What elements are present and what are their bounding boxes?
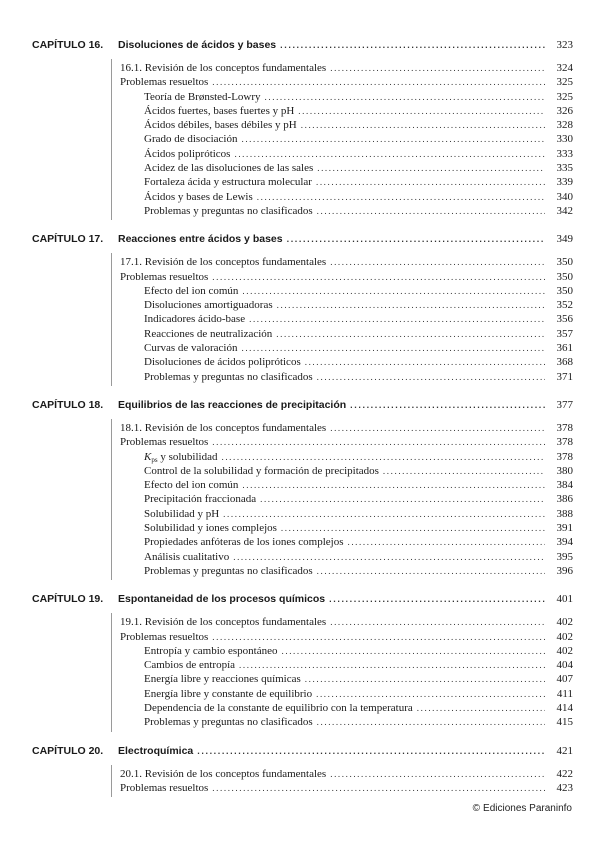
entry-page-number: 328 xyxy=(556,119,573,132)
toc-entry[interactable] xyxy=(120,615,573,629)
dot-leader xyxy=(281,521,545,535)
entry-label: Fortaleza ácida y estructura molecular xyxy=(144,176,312,189)
entry-page-number: 396 xyxy=(556,564,573,577)
toc-subentry[interactable] xyxy=(120,672,573,686)
toc-subentry[interactable] xyxy=(120,147,573,161)
dot-leader xyxy=(242,284,545,298)
entry-page-number: 391 xyxy=(556,522,573,535)
toc-subentry[interactable] xyxy=(120,507,573,521)
entry-label: Ácidos débiles, bases débiles y pH xyxy=(144,119,297,132)
entry-label: Problemas y preguntas no clasificados xyxy=(144,370,313,383)
dot-leader xyxy=(316,175,545,189)
entry-label: Problemas resueltos xyxy=(120,76,209,89)
chapter-number: CAPÍTULO 19. xyxy=(32,593,104,606)
dot-leader xyxy=(301,118,545,132)
entry-label: Solubilidad y iones complejos xyxy=(144,522,277,535)
entry-page-number: 368 xyxy=(556,356,573,369)
entry-label: Problemas resueltos xyxy=(120,270,209,283)
entry-label: Ácidos y bases de Lewis xyxy=(144,190,253,203)
dot-leader xyxy=(317,715,545,729)
toc-subentry[interactable] xyxy=(120,312,573,326)
symbol-subscript: ps xyxy=(151,455,158,464)
entry-label: Acidez de las disoluciones de las sales xyxy=(144,162,314,175)
entry-label: 17.1. Revisión de los conceptos fundamentales xyxy=(120,256,327,269)
dot-leader xyxy=(277,298,545,312)
dot-leader xyxy=(330,255,545,269)
entry-page-number: 394 xyxy=(556,536,573,549)
entry-label: Propiedades anfóteras de los iones complejos xyxy=(144,536,344,549)
dot-leader xyxy=(298,104,545,118)
entry-page-number: 407 xyxy=(556,673,573,686)
entry-page-number: 384 xyxy=(556,479,573,492)
dot-leader xyxy=(347,535,545,549)
dot-leader xyxy=(282,644,546,658)
symbol-k: K xyxy=(144,450,152,463)
entry-page-number: 378 xyxy=(556,421,573,434)
toc-subentry[interactable] xyxy=(120,118,573,132)
chapter-block xyxy=(32,745,573,798)
entry-label: Problemas y preguntas no clasificados xyxy=(144,204,313,217)
entry-page-number: 350 xyxy=(556,256,573,269)
entry-label: Problemas resueltos xyxy=(120,630,209,643)
toc-subentry[interactable] xyxy=(120,464,573,478)
chapter-number: CAPÍTULO 16. xyxy=(32,39,104,51)
entry-page-number: 357 xyxy=(556,327,573,340)
entry-label: Energía libre y reacciones químicas xyxy=(144,673,301,686)
toc-subentry[interactable] xyxy=(120,644,573,658)
toc-subentry[interactable] xyxy=(120,327,573,341)
toc-subentry[interactable] xyxy=(120,450,573,464)
dot-leader xyxy=(260,492,545,506)
entry-page-number: 325 xyxy=(556,90,573,103)
entry-label: Disoluciones amortiguadoras xyxy=(144,299,273,312)
toc-subentry[interactable] xyxy=(120,715,573,729)
entry-page-number: 414 xyxy=(556,701,573,714)
entry-label: Disoluciones de ácidos polipróticos xyxy=(144,356,301,369)
entry-page-number: 386 xyxy=(556,493,573,506)
toc-subentry[interactable] xyxy=(120,161,573,175)
toc-subentry[interactable] xyxy=(120,521,573,535)
table-of-contents xyxy=(32,39,573,810)
dot-leader xyxy=(330,615,545,629)
toc-subentry[interactable] xyxy=(120,535,573,549)
entry-page-number: 340 xyxy=(556,190,573,203)
dot-leader xyxy=(242,478,545,492)
entry-page-number: 402 xyxy=(556,630,573,643)
toc-subentry[interactable] xyxy=(120,478,573,492)
entry-page-number: 330 xyxy=(556,133,573,146)
toc-subentry[interactable] xyxy=(120,104,573,118)
entry-page-number: 411 xyxy=(556,687,573,700)
entry-page-number: 423 xyxy=(556,781,573,794)
dot-leader xyxy=(249,312,545,326)
chapter-heading[interactable] xyxy=(32,399,573,419)
entry-label: Problemas y preguntas no clasificados xyxy=(144,716,313,729)
dot-leader xyxy=(241,132,545,146)
entry-label: Teoría de Brønsted-Lowry xyxy=(144,90,261,103)
entry-page-number: 388 xyxy=(556,507,573,520)
entry-label: 20.1. Revisión de los conceptos fundamentales xyxy=(120,767,327,780)
entry-label: Efecto del ion común xyxy=(144,479,239,492)
toc-subentry[interactable] xyxy=(120,658,573,672)
chapter-page-number: 421 xyxy=(556,744,573,757)
toc-entry[interactable] xyxy=(120,61,573,75)
chapter-page-number: 349 xyxy=(556,233,573,246)
dot-leader xyxy=(317,204,545,218)
toc-subentry[interactable] xyxy=(120,132,573,146)
chapter-heading[interactable] xyxy=(32,593,573,613)
chapter-title: Electroquímica xyxy=(118,744,194,757)
entry-page-number: 333 xyxy=(556,147,573,160)
dot-leader xyxy=(212,781,545,795)
dot-leader xyxy=(317,370,545,384)
entry-page-number: 325 xyxy=(556,76,573,89)
entry-label: Ácidos fuertes, bases fuertes y pH xyxy=(144,104,295,117)
toc-entry[interactable] xyxy=(120,767,573,781)
toc-subentry[interactable] xyxy=(120,204,573,218)
entry-page-number: 402 xyxy=(556,616,573,629)
entry-label: Indicadores ácido-base xyxy=(144,313,246,326)
entry-label: 19.1. Revisión de los conceptos fundamentales xyxy=(120,616,327,629)
entry-label: Grado de disociación xyxy=(144,133,238,146)
chapter-heading[interactable] xyxy=(32,39,573,59)
toc-entry[interactable] xyxy=(120,630,573,644)
dot-leader xyxy=(234,147,545,161)
entry-label: Análisis cualitativo xyxy=(144,550,230,563)
toc-subentry[interactable] xyxy=(120,90,573,104)
entry-page-number: 380 xyxy=(556,464,573,477)
entry-label: Dependencia de la constante de equilibrio con la temperatura xyxy=(144,701,413,714)
dot-leader xyxy=(212,435,545,449)
entry-label: Ácidos polipróticos xyxy=(144,147,231,160)
toc-subentry[interactable] xyxy=(120,687,573,701)
chapter-block xyxy=(32,399,573,580)
chapter-entries xyxy=(111,613,573,731)
entry-page-number: 361 xyxy=(556,342,573,355)
toc-entry[interactable] xyxy=(120,781,573,795)
toc-subentry[interactable] xyxy=(120,284,573,298)
chapter-block xyxy=(32,593,573,731)
dot-leader xyxy=(330,61,545,75)
entry-label: Precipitación fraccionada xyxy=(144,493,257,506)
dot-leader xyxy=(276,327,545,341)
dot-leader xyxy=(305,672,545,686)
chapter-title: Disoluciones de ácidos y bases xyxy=(118,39,277,51)
chapter-title: Equilibrios de las reacciones de precipitación xyxy=(118,398,347,411)
dot-leader xyxy=(287,234,545,244)
entry-page-number: 378 xyxy=(556,450,573,463)
entry-label: Solubilidad y pH xyxy=(144,507,220,520)
toc-entry[interactable] xyxy=(120,270,573,284)
chapter-heading[interactable] xyxy=(32,233,573,253)
chapter-entries xyxy=(111,765,573,798)
dot-leader xyxy=(316,687,545,701)
chapter-number: CAPÍTULO 20. xyxy=(32,744,104,757)
entry-page-number: 326 xyxy=(556,104,573,117)
publisher-footer xyxy=(473,803,572,814)
dot-leader xyxy=(265,90,545,104)
dot-leader xyxy=(317,564,545,578)
dot-leader xyxy=(212,75,545,89)
chapter-page-number: 377 xyxy=(556,398,573,411)
dot-leader xyxy=(330,421,545,435)
publisher-name: Ediciones Paraninfo xyxy=(483,803,572,814)
toc-subentry[interactable] xyxy=(120,492,573,506)
dot-leader xyxy=(212,270,545,284)
dot-leader xyxy=(280,40,545,50)
entry-page-number: 324 xyxy=(556,62,573,74)
copyright-symbol: © xyxy=(472,803,481,814)
entry-label: Problemas y preguntas no clasificados xyxy=(144,564,313,577)
chapter-block xyxy=(32,233,573,386)
entry-label: 18.1. Revisión de los conceptos fundamentales xyxy=(120,421,327,434)
entry-page-number: 404 xyxy=(556,659,573,672)
entry-label: Curvas de valoración xyxy=(144,342,238,355)
dot-leader xyxy=(197,746,545,756)
entry-label: Problemas resueltos xyxy=(120,436,209,449)
entry-page-number: 378 xyxy=(556,436,573,449)
toc-subentry[interactable] xyxy=(120,341,573,355)
entry-label: Efecto del ion común xyxy=(144,284,239,297)
toc-entry[interactable] xyxy=(120,255,573,269)
toc-subentry[interactable] xyxy=(120,370,573,384)
chapter-page-number: 401 xyxy=(556,593,573,606)
entry-page-number: 422 xyxy=(556,767,573,780)
chapter-heading[interactable] xyxy=(32,745,573,765)
entry-page-number: 415 xyxy=(556,716,573,729)
dot-leader xyxy=(223,507,545,521)
chapter-block xyxy=(32,39,573,220)
dot-leader xyxy=(212,630,545,644)
toc-entry[interactable] xyxy=(120,421,573,435)
dot-leader xyxy=(383,464,545,478)
toc-subentry[interactable] xyxy=(120,298,573,312)
entry-page-number: 350 xyxy=(556,270,573,283)
entry-label: Energía libre y constante de equilibrio xyxy=(144,687,313,700)
toc-subentry[interactable] xyxy=(120,550,573,564)
entry-label: Reacciones de neutralización xyxy=(144,327,273,340)
dot-leader xyxy=(257,190,545,204)
dot-leader xyxy=(221,450,545,464)
entry-page-number: 339 xyxy=(556,176,573,189)
dot-leader xyxy=(329,594,545,604)
dot-leader xyxy=(239,658,545,672)
toc-subentry[interactable] xyxy=(120,701,573,715)
dot-leader xyxy=(305,355,545,369)
toc-subentry[interactable] xyxy=(120,564,573,578)
entry-page-number: 402 xyxy=(556,644,573,657)
entry-label: 16.1. Revisión de los conceptos fundamentales xyxy=(120,62,327,74)
chapter-page-number: 323 xyxy=(556,39,573,51)
entry-label: Control de la solubilidad y formación de precipitados xyxy=(144,464,379,477)
entry-page-number: 335 xyxy=(556,162,573,175)
toc-entry[interactable] xyxy=(120,75,573,89)
chapter-number: CAPÍTULO 17. xyxy=(32,233,104,246)
entry-page-number: 352 xyxy=(556,299,573,312)
toc-subentry[interactable] xyxy=(120,355,573,369)
toc-subentry[interactable] xyxy=(120,175,573,189)
entry-label: Cambios de entropía xyxy=(144,659,236,672)
entry-page-number: 342 xyxy=(556,204,573,217)
entry-label-text: y solubilidad xyxy=(157,450,218,463)
dot-leader xyxy=(330,767,545,781)
chapter-title: Reacciones entre ácidos y bases xyxy=(118,233,283,246)
chapter-entries xyxy=(111,59,573,220)
entry-page-number: 371 xyxy=(556,370,573,383)
entry-label: Problemas resueltos xyxy=(120,781,209,794)
dot-leader xyxy=(241,341,545,355)
toc-entry[interactable] xyxy=(120,435,573,449)
entry-label: Entropía y cambio espontáneo xyxy=(144,644,278,657)
dot-leader xyxy=(317,161,545,175)
entry-page-number: 395 xyxy=(556,550,573,563)
chapter-number: CAPÍTULO 18. xyxy=(32,398,104,411)
chapter-entries xyxy=(111,419,573,580)
dot-leader xyxy=(350,400,545,410)
dot-leader xyxy=(417,701,545,715)
chapter-title: Espontaneidad de los procesos químicos xyxy=(118,593,326,606)
dot-leader xyxy=(233,550,545,564)
toc-subentry[interactable] xyxy=(120,190,573,204)
chapter-entries xyxy=(111,253,573,386)
entry-page-number: 350 xyxy=(556,284,573,297)
entry-page-number: 356 xyxy=(556,313,573,326)
